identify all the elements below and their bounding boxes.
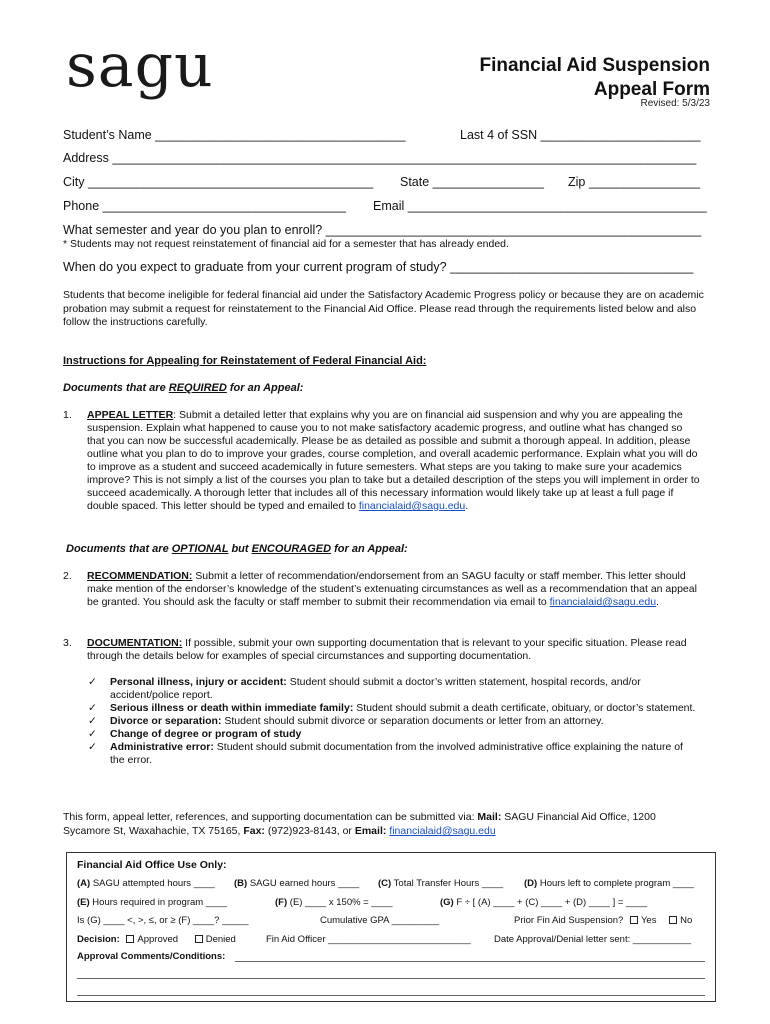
comments-line[interactable]: [77, 995, 705, 996]
item-recommendation: [63, 570, 707, 609]
optional-mid: but: [228, 543, 252, 555]
title-line-2: Appeal Form: [593, 79, 710, 100]
recommendation-text: Submit a letter of recommendation/endorsement from an SAGU faculty or staff member. This letter should make mention of the endorser’s knowledge of the student’s extenuating circumstances as well as a recommendation that an appeal be granted. You should ask the faculty or staff member to submit their recommendation via email to: [87, 570, 697, 608]
check-item: [88, 676, 698, 702]
phone-field[interactable]: Phone ___________________________________: [63, 199, 346, 213]
check-text: Student should submit a doctor’s written statement, hospital records, and/or accident/police report.: [110, 676, 641, 701]
prior-suspension-label: Prior Fin Aid Suspension?: [514, 915, 624, 926]
required-post: for an Appeal:: [226, 382, 304, 394]
check-label: Divorce or separation:: [110, 715, 222, 727]
zip-field[interactable]: Zip ________________: [568, 175, 701, 189]
required-pre: Documents that are: [63, 382, 169, 394]
item-appeal-letter: [63, 409, 701, 513]
field-label: (A): [77, 878, 91, 889]
appeal-letter-text: : Submit a detailed letter that explains why you are on financial aid suspension and why you are appealing the suspension. Explain what happened to cause you to not make satisfactory academic progress, and outline what has changed so that you can now be successful academically. Please be as detailed as possible and submit a thorough appeal. In addition, please outline what you plan to do to improve your grades, course completion, and overall academic performance. Explain what you will do to improve as a student and succeed academically in future semesters. What steps are you taking to make sure your academics improve? This is not simply a list of the courses you plan to take but a detailed description of the steps you will implement in order to succeed academically. A thorough letter that includes all of this necessary information would likely take up at least a full page if double spaced. This letter should be typed and emailed to: [87, 409, 700, 512]
hours-required-field[interactable]: [77, 897, 227, 908]
city-field[interactable]: City _________________________________________: [63, 175, 374, 189]
field-text: Total Transfer Hours ____: [391, 878, 503, 889]
item-number: 3.: [63, 637, 72, 649]
ssn-field[interactable]: Last 4 of SSN _______________________: [460, 128, 701, 142]
checkmark-icon: ✓: [88, 676, 97, 688]
fax-label: Fax:: [243, 825, 265, 837]
comments-label: Approval Comments/Conditions:: [77, 951, 226, 962]
semester-note: * Students may not request reinstatement of financial aid for a semester that has already ended.: [63, 238, 509, 250]
denied-label: Denied: [205, 934, 236, 945]
date-sent-field[interactable]: Date Approval/Denial letter sent: ___________: [494, 934, 691, 945]
check-item: [88, 715, 698, 728]
fin-aid-officer-field[interactable]: Fin Aid Officer ___________________________: [266, 934, 471, 945]
semester-field[interactable]: What semester and year do you plan to enroll? ______________________________________________________: [63, 223, 702, 237]
mail-label: Mail:: [477, 811, 502, 823]
check-item: [88, 741, 698, 767]
comments-line[interactable]: [235, 961, 705, 962]
check-label: Administrative error:: [110, 741, 214, 753]
denied-checkbox[interactable]: [195, 935, 203, 943]
field-text: Hours required in program ____: [89, 897, 227, 908]
no-label: No: [680, 915, 693, 926]
attempted-hours-field[interactable]: [77, 878, 215, 889]
form-title: [480, 54, 711, 102]
office-use-title: Financial Aid Office Use Only:: [77, 859, 227, 871]
required-heading: [63, 382, 303, 394]
field-text: SAGU earned hours ____: [247, 878, 360, 889]
circumstances-list: [88, 676, 698, 767]
cumulative-gpa-field[interactable]: Cumulative GPA _________: [320, 915, 440, 926]
earned-hours-field[interactable]: [234, 878, 359, 889]
optional-pre: Documents that are: [66, 543, 172, 555]
prior-suspension: [514, 915, 692, 926]
checkmark-icon: ✓: [88, 728, 97, 740]
approved-label: Approved: [137, 934, 179, 945]
documentation-text: If possible, submit your own supporting documentation that is relevant to your specific situation. Please read through the details below for examples of special circumstances and supporting documentation.: [87, 637, 687, 662]
item-number: 1.: [63, 409, 72, 421]
field-text: (E) ____ x 150% = ____: [287, 897, 393, 908]
field-text: Hours left to complete program ____: [537, 878, 695, 889]
field-label: (D): [524, 878, 538, 889]
mail-address: SAGU Financial Aid Office, 1200 Sycamore St, Waxahachie, TX 75165,: [63, 811, 656, 837]
email-link[interactable]: financialaid@sagu.edu: [549, 596, 657, 608]
field-text: F ÷ [ (A) ____ + (C) ____ + (D) ____ ] = ____: [453, 897, 648, 908]
approved-checkbox[interactable]: [126, 935, 134, 943]
field-label: (B): [234, 878, 248, 889]
appeal-letter-label: APPEAL LETTER: [87, 409, 174, 421]
documentation-label: DOCUMENTATION:: [87, 637, 183, 649]
decision-row: [77, 934, 236, 945]
check-label: Serious illness or death within immediate family:: [110, 702, 354, 714]
field-label: (F): [275, 897, 288, 908]
check-text: Student should submit documentation from the involved administrative office explaining the nature of the error.: [110, 741, 683, 766]
optional-emph-1: OPTIONAL: [171, 543, 229, 555]
check-text: Student should submit a death certificate, obituary, or doctor’s statement.: [353, 702, 696, 714]
revised-date: Revised: 5/3/23: [640, 98, 710, 109]
sagu-logo: sagu: [66, 31, 214, 101]
optional-emph-2: ENCOURAGED: [251, 543, 332, 555]
state-field[interactable]: State ________________: [400, 175, 544, 189]
comparison-field[interactable]: Is (G) ____ <, >, ≤, or ≥ (F) ____? _____: [77, 915, 249, 926]
period: .: [656, 596, 659, 608]
email-field[interactable]: Email ___________________________________________: [373, 199, 707, 213]
checkmark-icon: ✓: [88, 715, 97, 727]
item-documentation: [63, 637, 707, 663]
max-hours-field[interactable]: [275, 897, 393, 908]
email-link[interactable]: financialaid@sagu.edu: [389, 825, 496, 837]
check-text: Student should submit divorce or separation documents or letter from an attorney.: [221, 715, 604, 727]
item-number: 2.: [63, 570, 72, 582]
optional-post: for an Appeal:: [331, 543, 408, 555]
check-label: Change of degree or program of study: [110, 728, 302, 740]
email-label: Email:: [354, 825, 387, 837]
check-label: Personal illness, injury or accident:: [110, 676, 287, 688]
recommendation-label: RECOMMENDATION:: [87, 570, 193, 582]
office-use-box: [66, 852, 716, 1002]
instructions-heading: Instructions for Appealing for Reinstatement of Federal Financial Aid:: [63, 355, 427, 367]
title-line-1: Financial Aid Suspension: [479, 55, 710, 76]
yes-label: Yes: [640, 915, 657, 926]
period: .: [465, 500, 469, 512]
checkmark-icon: ✓: [88, 702, 97, 714]
field-label: (E): [77, 897, 90, 908]
fax-number: (972)923-8143, or: [264, 825, 355, 837]
field-label: (C): [378, 878, 392, 889]
required-emph: REQUIRED: [168, 382, 227, 394]
no-checkbox[interactable]: [669, 916, 677, 924]
student-name-field[interactable]: Student’s Name ____________________________________: [63, 128, 406, 142]
hours-left-field[interactable]: [524, 878, 694, 889]
graduate-field[interactable]: When do you expect to graduate from your current program of study? ___________________________________: [63, 260, 694, 274]
comments-line[interactable]: [77, 978, 705, 979]
submission-pre: This form, appeal letter, references, and supporting documentation can be submitted via:: [63, 811, 478, 823]
check-item: [88, 702, 698, 715]
optional-heading: [66, 543, 408, 555]
decision-label: Decision:: [77, 934, 120, 945]
field-text: SAGU attempted hours ____: [90, 878, 215, 889]
field-label: (G): [440, 897, 454, 908]
intro-paragraph: Students that become ineligible for federal financial aid under the Satisfactory Academic Progress policy or because they are on academic probation may submit a request for reinstatement to the Financial Aid Office. Please read through the requirements listed below and also follow the instructions carefully.: [63, 289, 704, 328]
address-field[interactable]: Address ____________________________________________________________________________________: [63, 151, 697, 165]
check-item: [88, 728, 698, 741]
checkmark-icon: ✓: [88, 741, 97, 753]
yes-checkbox[interactable]: [630, 916, 638, 924]
ratio-field[interactable]: [440, 897, 647, 908]
submission-info: [63, 810, 703, 838]
transfer-hours-field[interactable]: [378, 878, 503, 889]
email-link[interactable]: financialaid@sagu.edu: [358, 500, 466, 512]
